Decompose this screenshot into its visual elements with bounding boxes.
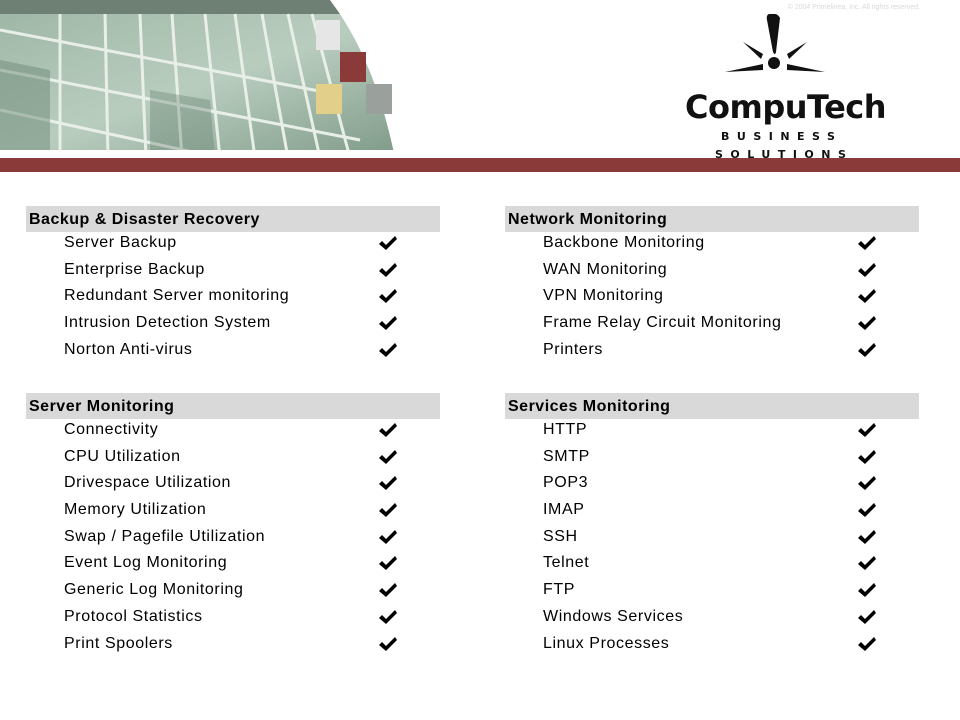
checkmark-icon xyxy=(378,555,398,571)
list-item-label: HTTP xyxy=(543,421,588,438)
checkmark-icon xyxy=(378,529,398,545)
checkmark-icon xyxy=(857,288,877,304)
list-item xyxy=(505,419,919,446)
logo-exclamation-mark-icon xyxy=(725,14,825,76)
list-item-label: Enterprise Backup xyxy=(64,260,205,278)
copyright-notice: © 2004 Primelinea, Inc. All rights reserved. xyxy=(787,4,920,11)
list-item-label: Connectivity xyxy=(64,421,159,438)
list-item-label: Print Spoolers xyxy=(64,634,173,652)
list-item-label: Linux Processes xyxy=(543,634,670,652)
checkmark-icon xyxy=(857,582,877,598)
list-item xyxy=(505,606,919,633)
list-item-label: VPN Monitoring xyxy=(543,287,664,305)
list-item xyxy=(26,232,440,259)
checkmark-icon xyxy=(378,422,398,438)
logo-wordmark: CompuTech xyxy=(685,88,887,126)
checkmark-icon xyxy=(378,449,398,465)
checkmark-icon xyxy=(378,502,398,518)
list-item-label: Swap / Pagefile Utilization xyxy=(64,527,266,545)
list-item-label: Frame Relay Circuit Monitoring xyxy=(543,314,782,332)
list-item-label: FTP xyxy=(543,581,576,599)
list-item xyxy=(26,579,440,606)
list-item xyxy=(505,579,919,606)
list-item-label: Telnet xyxy=(543,554,590,572)
checkmark-icon xyxy=(857,315,877,331)
list-item xyxy=(505,312,919,339)
logo-tagline-business: BUSINESS xyxy=(721,130,843,143)
computech-logo xyxy=(685,14,887,161)
list-item xyxy=(26,499,440,526)
checkmark-icon xyxy=(378,342,398,358)
checkmark-icon xyxy=(857,449,877,465)
list-item xyxy=(505,232,919,259)
section-title: Services Monitoring xyxy=(505,393,919,419)
list-item-label: Generic Log Monitoring xyxy=(64,581,244,599)
checkmark-icon xyxy=(378,582,398,598)
checkmark-icon xyxy=(857,609,877,625)
checkmark-icon xyxy=(857,342,877,358)
list-item-label: Memory Utilization xyxy=(64,501,207,519)
list-item-label: POP3 xyxy=(543,474,589,492)
checkmark-icon xyxy=(857,262,877,278)
list-item xyxy=(505,446,919,473)
checkmark-icon xyxy=(378,475,398,491)
checkmark-icon xyxy=(857,502,877,518)
checkmark-icon xyxy=(378,636,398,652)
list-item xyxy=(505,259,919,286)
list-item-label: Server Backup xyxy=(64,234,177,251)
list-item xyxy=(505,339,919,366)
section-title: Backup & Disaster Recovery xyxy=(26,206,440,232)
list-item xyxy=(26,526,440,553)
list-item-label: Redundant Server monitoring xyxy=(64,287,290,305)
list-item xyxy=(26,285,440,312)
section-network-monitoring xyxy=(505,206,919,365)
list-item-label: Printers xyxy=(543,340,603,358)
checkmark-icon xyxy=(378,235,398,251)
section-title: Network Monitoring xyxy=(505,206,919,232)
list-item-label: Backbone Monitoring xyxy=(543,234,705,251)
list-item-label: Drivespace Utilization xyxy=(64,474,232,492)
list-item-label: SSH xyxy=(543,527,578,545)
checkmark-icon xyxy=(857,422,877,438)
list-item xyxy=(26,339,440,366)
checkmark-icon xyxy=(378,262,398,278)
list-item-label: CPU Utilization xyxy=(64,447,181,465)
section-services-monitoring xyxy=(505,393,919,659)
list-item-label: SMTP xyxy=(543,447,590,465)
checkmark-icon xyxy=(857,529,877,545)
list-item xyxy=(26,606,440,633)
checkmark-icon xyxy=(378,315,398,331)
checkmark-icon xyxy=(857,475,877,491)
list-item-label: Intrusion Detection System xyxy=(64,314,271,332)
checkmark-icon xyxy=(857,636,877,652)
list-item xyxy=(26,552,440,579)
list-item xyxy=(505,526,919,553)
list-item-label: Windows Services xyxy=(543,607,684,625)
list-item xyxy=(26,472,440,499)
list-item xyxy=(505,472,919,499)
section-server-monitoring xyxy=(26,393,440,659)
list-item-label: Event Log Monitoring xyxy=(64,554,228,572)
list-item xyxy=(505,285,919,312)
list-item xyxy=(505,633,919,660)
list-item xyxy=(505,499,919,526)
list-item xyxy=(26,446,440,473)
list-item-label: WAN Monitoring xyxy=(543,260,668,278)
list-item xyxy=(505,552,919,579)
logo-tagline-solutions: SOLUTIONS xyxy=(715,148,854,161)
building-banner-image xyxy=(0,0,400,158)
list-item-label: IMAP xyxy=(543,501,585,519)
checkmark-icon xyxy=(378,609,398,625)
list-item xyxy=(26,259,440,286)
section-backup-disaster-recovery xyxy=(26,206,440,365)
list-item-label: Protocol Statistics xyxy=(64,607,203,625)
list-item-label: Norton Anti-virus xyxy=(64,340,193,358)
section-title: Server Monitoring xyxy=(26,393,440,419)
checkmark-icon xyxy=(857,235,877,251)
list-item xyxy=(26,633,440,660)
checkmark-icon xyxy=(857,555,877,571)
list-item xyxy=(26,312,440,339)
list-item xyxy=(26,419,440,446)
checkmark-icon xyxy=(378,288,398,304)
